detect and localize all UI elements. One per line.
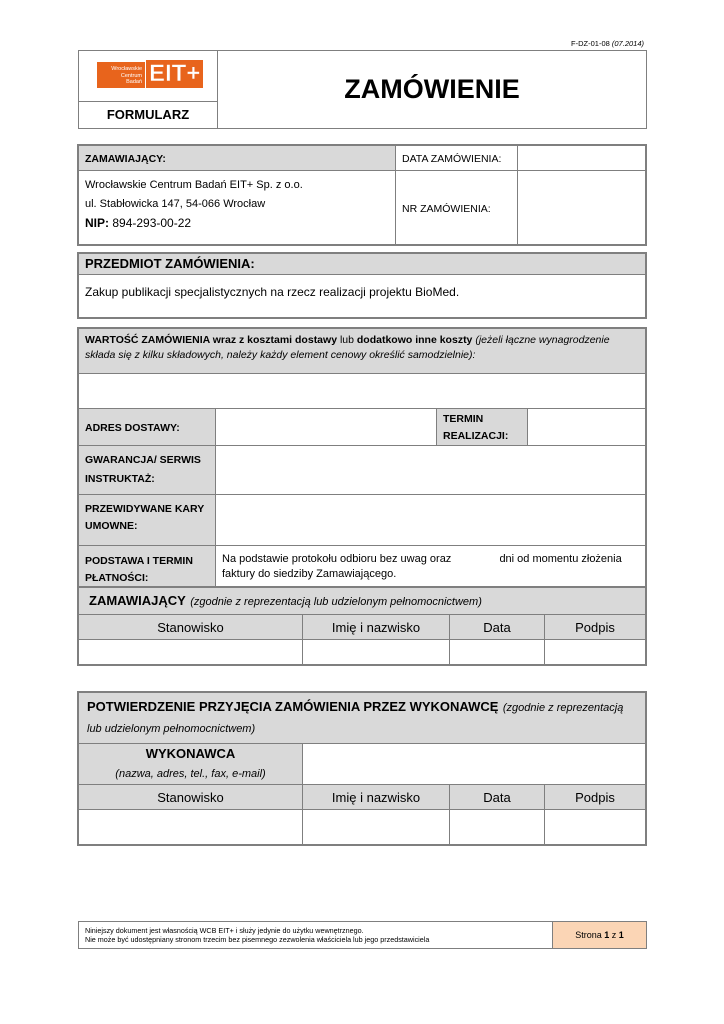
document-code xyxy=(571,39,644,48)
confirm-position-input[interactable] xyxy=(78,810,303,846)
confirm-col-signature: Podpis xyxy=(545,785,647,810)
orderer-label-cell xyxy=(78,145,396,171)
doc-code: F-DZ-01-08 xyxy=(571,39,610,48)
confirm-col-date: Data xyxy=(450,785,545,810)
nip-label: NIP: xyxy=(85,216,109,230)
logo-line-3: Badań xyxy=(126,79,142,85)
penalty-input[interactable] xyxy=(216,495,647,546)
value-label-cell xyxy=(78,328,646,374)
page-total: 1 xyxy=(618,930,624,940)
nip-value: 894-293-00-22 xyxy=(112,216,192,230)
value-label-bold-2: dodatkowo inne koszty xyxy=(356,334,473,346)
sign1-col-date: Data xyxy=(450,615,545,640)
warranty-input[interactable] xyxy=(216,446,647,495)
sign1-date-input[interactable] xyxy=(450,640,545,666)
confirm-date-input[interactable] xyxy=(450,810,545,846)
term-label: TERMIN REALIZACJI: xyxy=(443,413,509,442)
page-title: ZAMÓWIENIE xyxy=(344,74,520,104)
delivery-label-cell xyxy=(78,409,216,446)
contractor-label-cell xyxy=(78,744,303,785)
subject-table xyxy=(77,252,647,319)
footer-table xyxy=(78,921,647,949)
orderer-label: ZAMAWIAJĄCY: xyxy=(85,153,166,165)
confirm-note: (zgodnie z reprezentacją lub udzielonym pełnomocnictwem) xyxy=(87,702,624,735)
details-table xyxy=(77,327,647,604)
logo-cell xyxy=(79,51,218,102)
confirm-title: POTWIERDZENIE PRZYJĘCIA ZAMÓWIENIA PRZEZ WYKONAWCĘ xyxy=(87,699,499,714)
subject-label-cell xyxy=(78,253,646,275)
orderer-address: ul. Stabłowicka 147, 54-066 Wrocław xyxy=(85,198,266,210)
sign1-col-signature: Podpis xyxy=(545,615,647,640)
payment-label: PODSTAWA I TERMIN PŁATNOŚCI: xyxy=(85,555,193,584)
orderer-details-cell xyxy=(78,171,396,246)
sign1-signature-input[interactable] xyxy=(545,640,647,666)
confirm-col-position: Stanowisko xyxy=(78,785,303,810)
footer-line-1: Niniejszy dokument jest własnością WCB EIT+ i służy jedynie do użytku wewnętrznego. xyxy=(85,926,364,935)
orderer-name: Wrocławskie Centrum Badań EIT+ Sp. z o.o. xyxy=(85,179,303,191)
order-number-label: NR ZAMÓWIENIA: xyxy=(402,202,491,215)
sign1-name-input[interactable] xyxy=(303,640,450,666)
value-label-italic: (jeżeli łączne wynagrodzenie składa się z kilku składowych, należy każdy element cenowy określić samodzielnie): xyxy=(85,334,610,361)
warranty-label-cell xyxy=(78,446,216,495)
confirm-header-cell xyxy=(78,692,646,744)
logo-orange-block xyxy=(97,62,145,88)
delivery-label: ADRES DOSTAWY: xyxy=(85,422,180,434)
value-input[interactable] xyxy=(78,374,646,409)
logo-mark: EIT+ xyxy=(146,60,203,88)
term-label-cell xyxy=(437,409,528,446)
confirm-name-input[interactable] xyxy=(303,810,450,846)
delivery-input[interactable] xyxy=(216,409,437,446)
confirm-col-name: Imię i nazwisko xyxy=(303,785,450,810)
contractor-note: (nazwa, adres, tel., fax, e-mail) xyxy=(115,768,266,780)
warranty-label: GWARANCJA/ SERWIS INSTRUKTAŻ: xyxy=(85,454,201,485)
logo-line-1: Wrocławskie xyxy=(111,66,142,72)
doc-date: (07.2014) xyxy=(611,39,644,48)
order-number-value[interactable] xyxy=(518,171,647,246)
page-prefix: Strona xyxy=(575,930,605,940)
value-label-bold-1: WARTOŚĆ ZAMÓWIENIA wraz z kosztami dostawy xyxy=(85,334,338,346)
subtitle-cell xyxy=(79,102,218,129)
sign1-title: ZAMAWIAJĄCY xyxy=(89,593,186,608)
subject-text: Zakup publikacji specjalistycznych na rzecz realizacji projektu BioMed. xyxy=(85,285,460,299)
page-number-cell xyxy=(553,922,647,949)
penalty-label: PRZEWIDYWANE KARY UMOWNE: xyxy=(85,503,205,532)
logo-line-2: Centrum xyxy=(120,72,142,79)
header-table xyxy=(78,50,647,129)
contractor-input[interactable] xyxy=(303,744,647,785)
contractor-label: WYKONAWCA xyxy=(145,746,236,761)
order-date-label: DATA ZAMÓWIENIA: xyxy=(402,153,502,165)
value-label-normal: lub xyxy=(337,334,357,346)
sign1-col-name: Imię i nazwisko xyxy=(303,615,450,640)
order-date-label-cell xyxy=(396,145,518,171)
sign1-position-input[interactable] xyxy=(78,640,303,666)
term-input[interactable] xyxy=(528,409,647,446)
order-date-value[interactable] xyxy=(518,145,647,171)
payment-text-2: dni od momentu złożenia faktury do siedziby Zamawiającego. xyxy=(222,553,622,580)
form-label: FORMULARZ xyxy=(106,107,190,122)
page-of: z xyxy=(609,930,619,940)
order-number-label-cell xyxy=(396,171,518,246)
confirmation-table xyxy=(77,691,647,846)
penalty-label-cell xyxy=(78,495,216,546)
subject-label: PRZEDMIOT ZAMÓWIENIA: xyxy=(85,256,255,271)
payment-text-1: Na podstawie protokołu odbioru bez uwag oraz xyxy=(222,553,452,565)
title-cell xyxy=(218,51,647,129)
sign1-note: (zgodnie z reprezentacją lub udzielonym pełnomocnictwem) xyxy=(190,596,482,608)
orderer-signature-table xyxy=(77,586,647,666)
sign1-col-position: Stanowisko xyxy=(78,615,303,640)
footer-line-2: Nie może być udostępniany stronom trzecim bez pisemnego zezwolenia właściciela lub jego przedstawiciela xyxy=(85,935,430,944)
orderer-table xyxy=(77,144,647,246)
orderer-nip xyxy=(85,214,389,233)
sign1-header-cell xyxy=(78,587,646,615)
footer-text-cell xyxy=(79,922,553,949)
confirm-signature-input[interactable] xyxy=(545,810,647,846)
logo xyxy=(97,60,201,90)
subject-text-cell xyxy=(78,275,646,319)
page-current: 1 xyxy=(604,930,610,940)
